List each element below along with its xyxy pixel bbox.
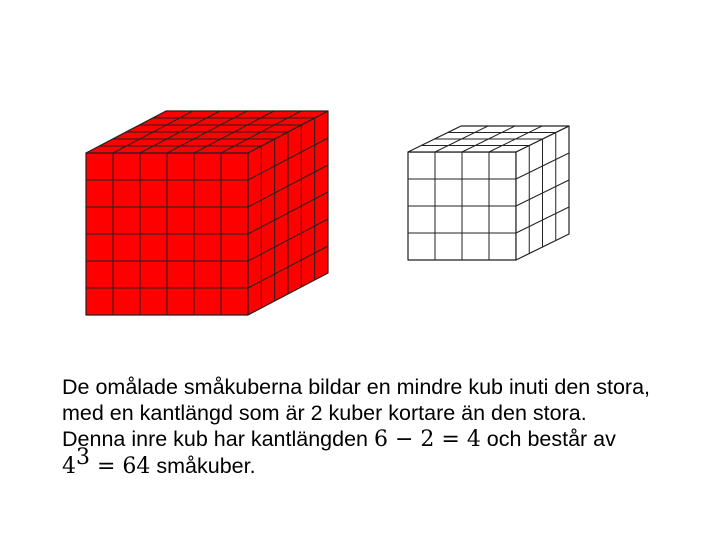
caption-line-2: med en kantlängd som är 2 kuber kortare än den stora. <box>62 401 587 425</box>
power-exponent: 3 <box>76 445 90 470</box>
caption-line-4 <box>62 445 702 480</box>
power-base: 4 <box>62 454 76 479</box>
explanation-text <box>62 374 702 480</box>
cube-count-formula: = 64 <box>90 454 151 479</box>
caption-line-3-tail: och består av <box>480 427 616 451</box>
caption-line-1: De omålade småkuberna bildar en mindre kub inuti den stora, <box>62 375 650 399</box>
caption-line-3-text: Denna inre kub har kantlängden <box>62 427 374 451</box>
caption-line-4-tail: småkuber. <box>150 454 256 478</box>
small-white-cube <box>408 126 569 260</box>
caption-line-3 <box>62 426 702 453</box>
edge-length-formula: 6 − 2 = 4 <box>373 427 481 452</box>
large-red-cube <box>86 111 328 315</box>
